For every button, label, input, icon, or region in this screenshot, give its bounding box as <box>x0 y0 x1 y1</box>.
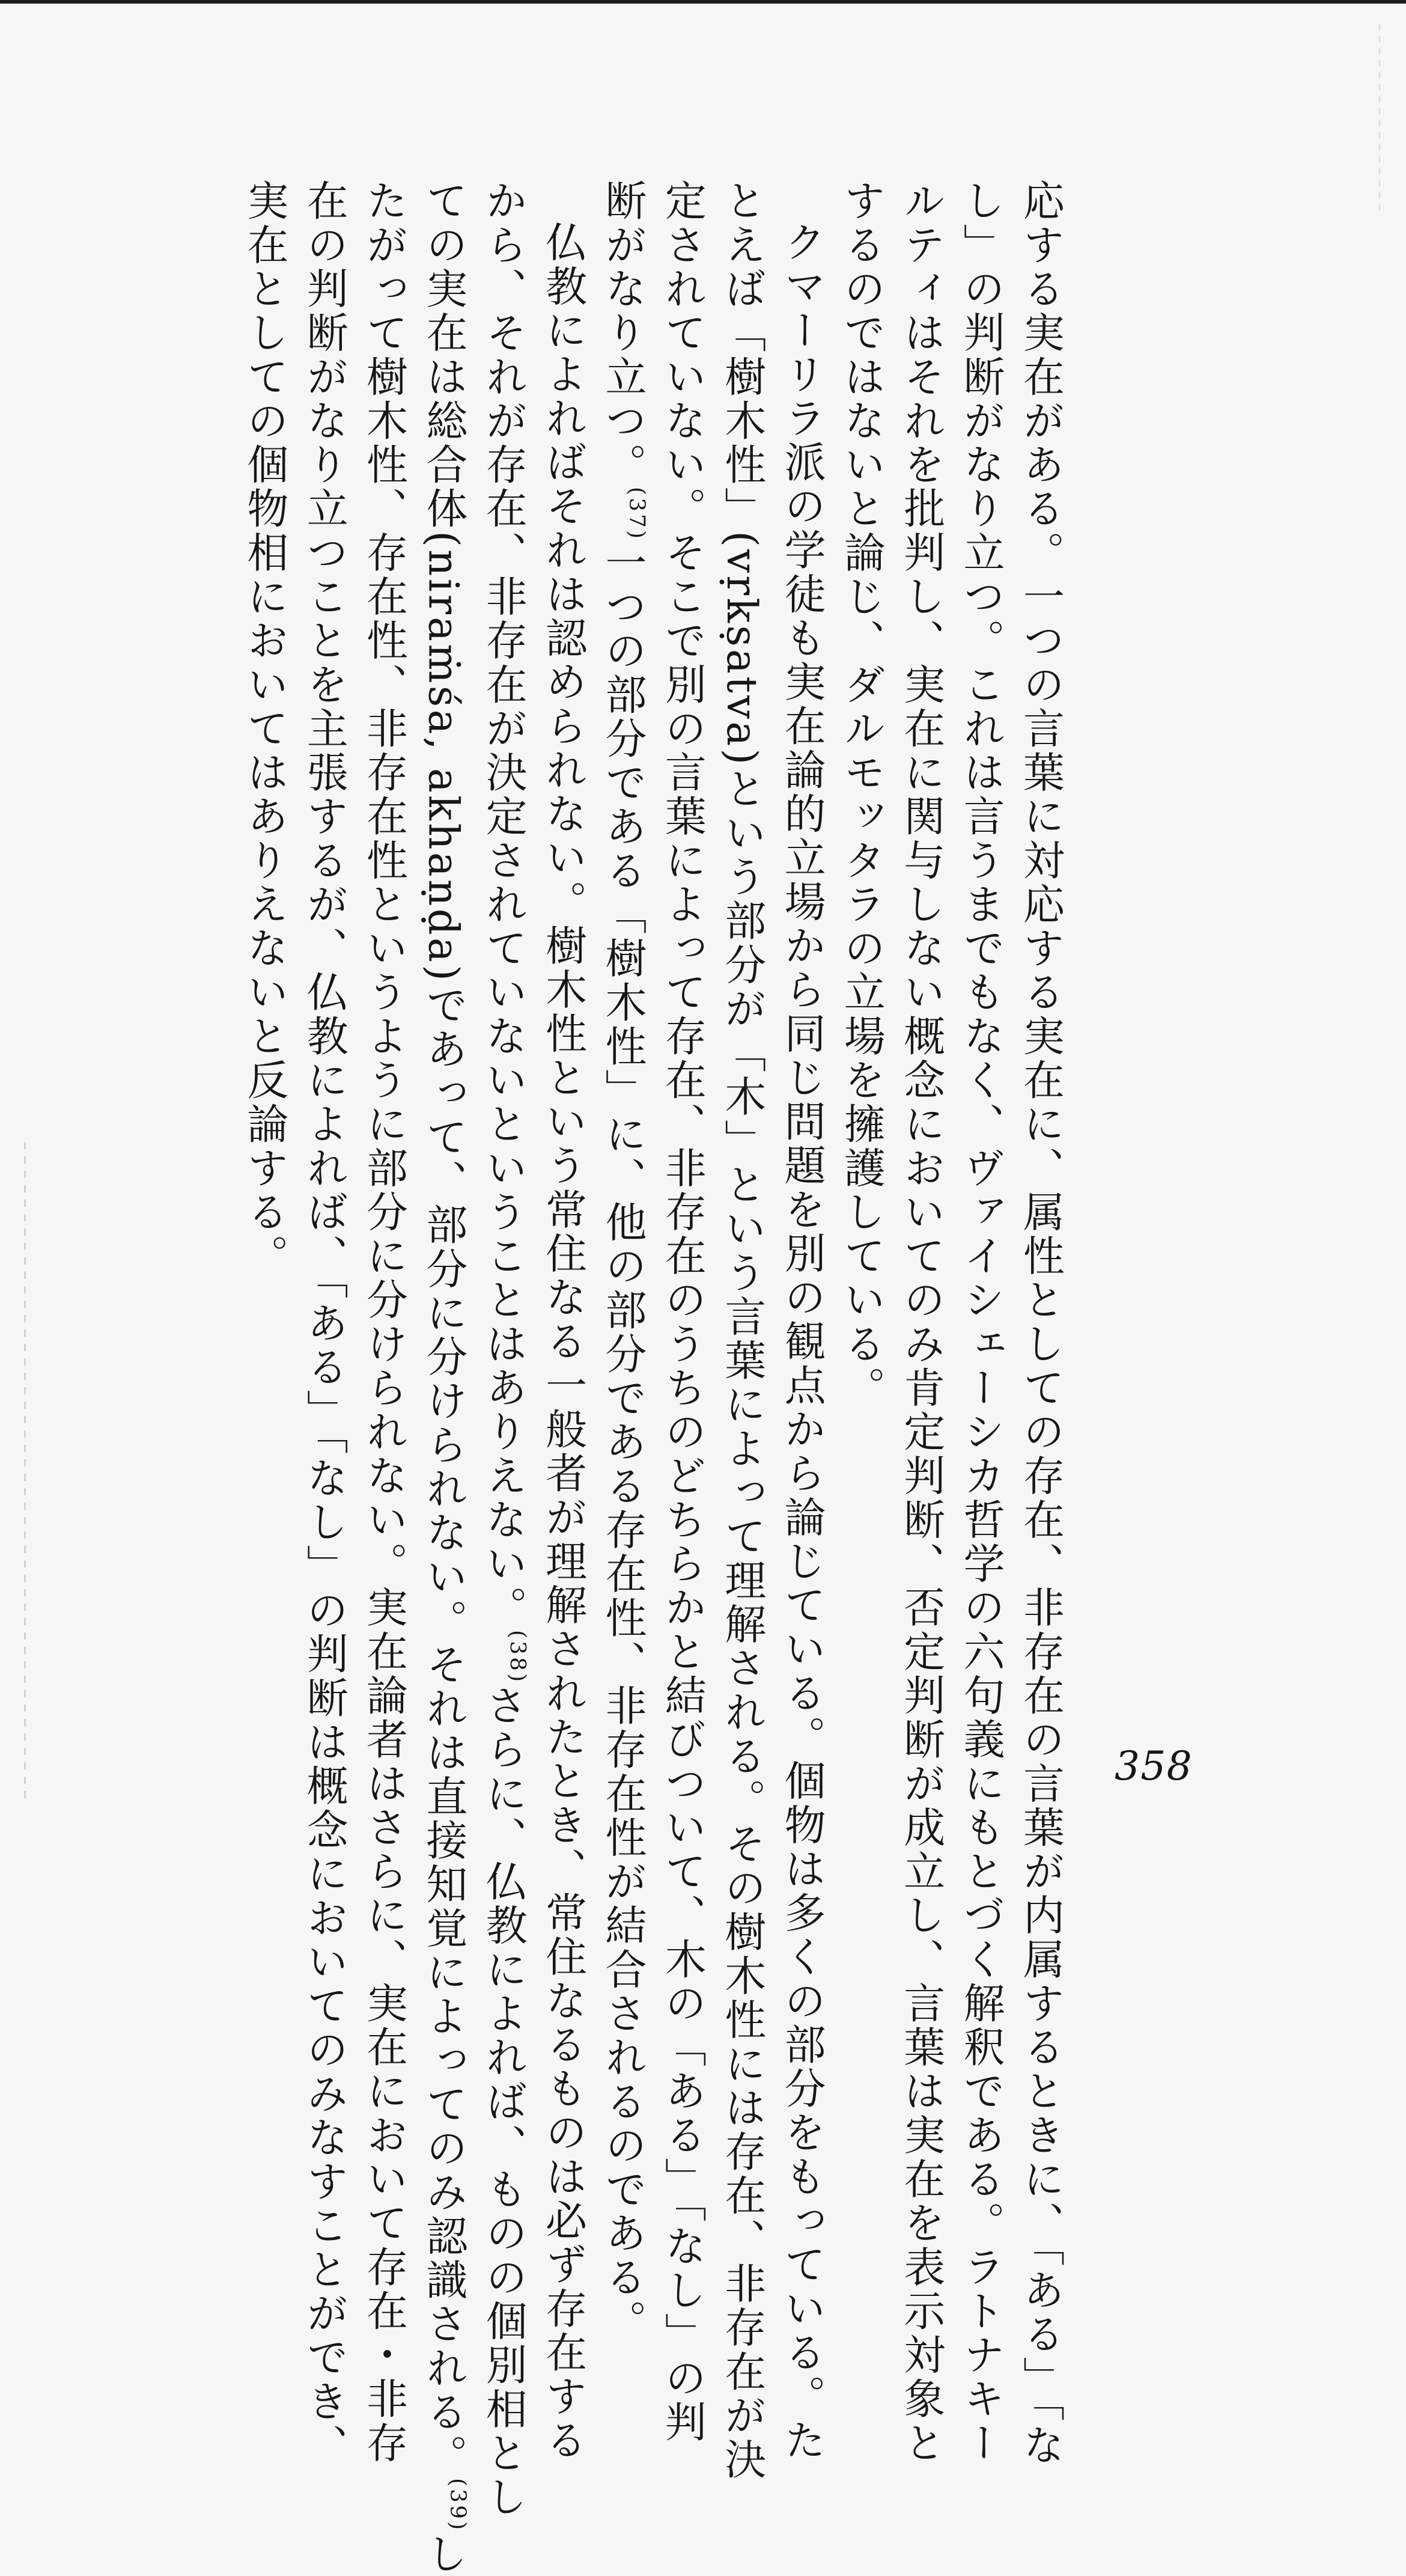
text-line-with-note <box>592 179 651 2343</box>
text-line: 仏教によればそれは認められない。樹木性という常住なる一般者が理解されたとき、常住なるものは必ず存在する <box>538 221 587 2463</box>
line-segment: し <box>419 2532 467 2576</box>
text-line: 応する実在がある。一つの言葉に対応する実在に、属性としての存在、非存在の言葉が内属するときに、「ある」「な <box>1016 179 1064 2468</box>
text-line: たがって樹木性、存在性、非存在性というように部分に分けられない。実在論者はさらに、実在において存在・非存 <box>359 179 408 2465</box>
line-segment: 一つの部分である「樹木性」に、他の部分である存在性、非存在性が結合されるのである。 <box>598 541 647 2343</box>
text-line: 在の判断がなり立つことを主張するが、仏教によれば、「ある」「なし」の判断は概念においてのみなすことができ、 <box>299 179 348 2468</box>
text-line-with-note <box>472 179 532 2520</box>
note-marker-37: (37) <box>624 486 650 542</box>
line-segment: ての実在は総合体(niraṁśa, akhaṇḍa)であって、部分に分けられない。それは直接知覚によってのみ認識される。 <box>419 179 467 2478</box>
vertical-body-text <box>84 179 1070 2576</box>
text-line: とえば「樹木性」(vṛkṣatva)という部分が「木」という言葉によって理解される。その樹木性には存在、非存在が決 <box>717 179 766 2482</box>
top-border <box>0 0 1406 4</box>
text-line-with-note <box>413 179 472 2576</box>
text-line: 実在としての個物相においてはありえないと反論する。 <box>240 179 288 1278</box>
note-marker-38: (38) <box>505 1629 530 1684</box>
text-line: し」の判断がなり立つ。これは言うまでもなく、ヴァイシェーシカ哲学の六句義にもとづく解釈である。ラトナキー <box>956 179 1005 2465</box>
text-line: クマーリラ派の学徒も実在論的立場から同じ問題を別の観点から論じている。個物は多くの部分をもっている。た <box>777 221 826 2463</box>
text-line: ルティはそれを批判し、実在に関与しない概念においてのみ肯定判断、否定判断が成立し、言葉は実在を表示対象と <box>896 179 945 2465</box>
note-marker-39: (39) <box>445 2477 470 2533</box>
text-line: 定されていない。そこで別の言葉によって存在、非存在のうちのどちらかと結びついて、木の「ある」「なし」の判 <box>657 179 706 2444</box>
line-segment: 断がなり立つ。 <box>598 179 647 487</box>
line-segment: から、それが存在、非存在が決定されていないということはありえない。 <box>478 179 527 1630</box>
scan-edge-right <box>1379 24 1380 216</box>
page-number: 358 <box>1115 1743 1193 1789</box>
scan-edge-left <box>24 1142 26 1803</box>
line-segment: さらに、仏教によれば、ものの個別相とし <box>478 1683 527 2520</box>
text-line: するのではないと論じ、ダルモッタラの立場を擁護している。 <box>836 179 885 1410</box>
